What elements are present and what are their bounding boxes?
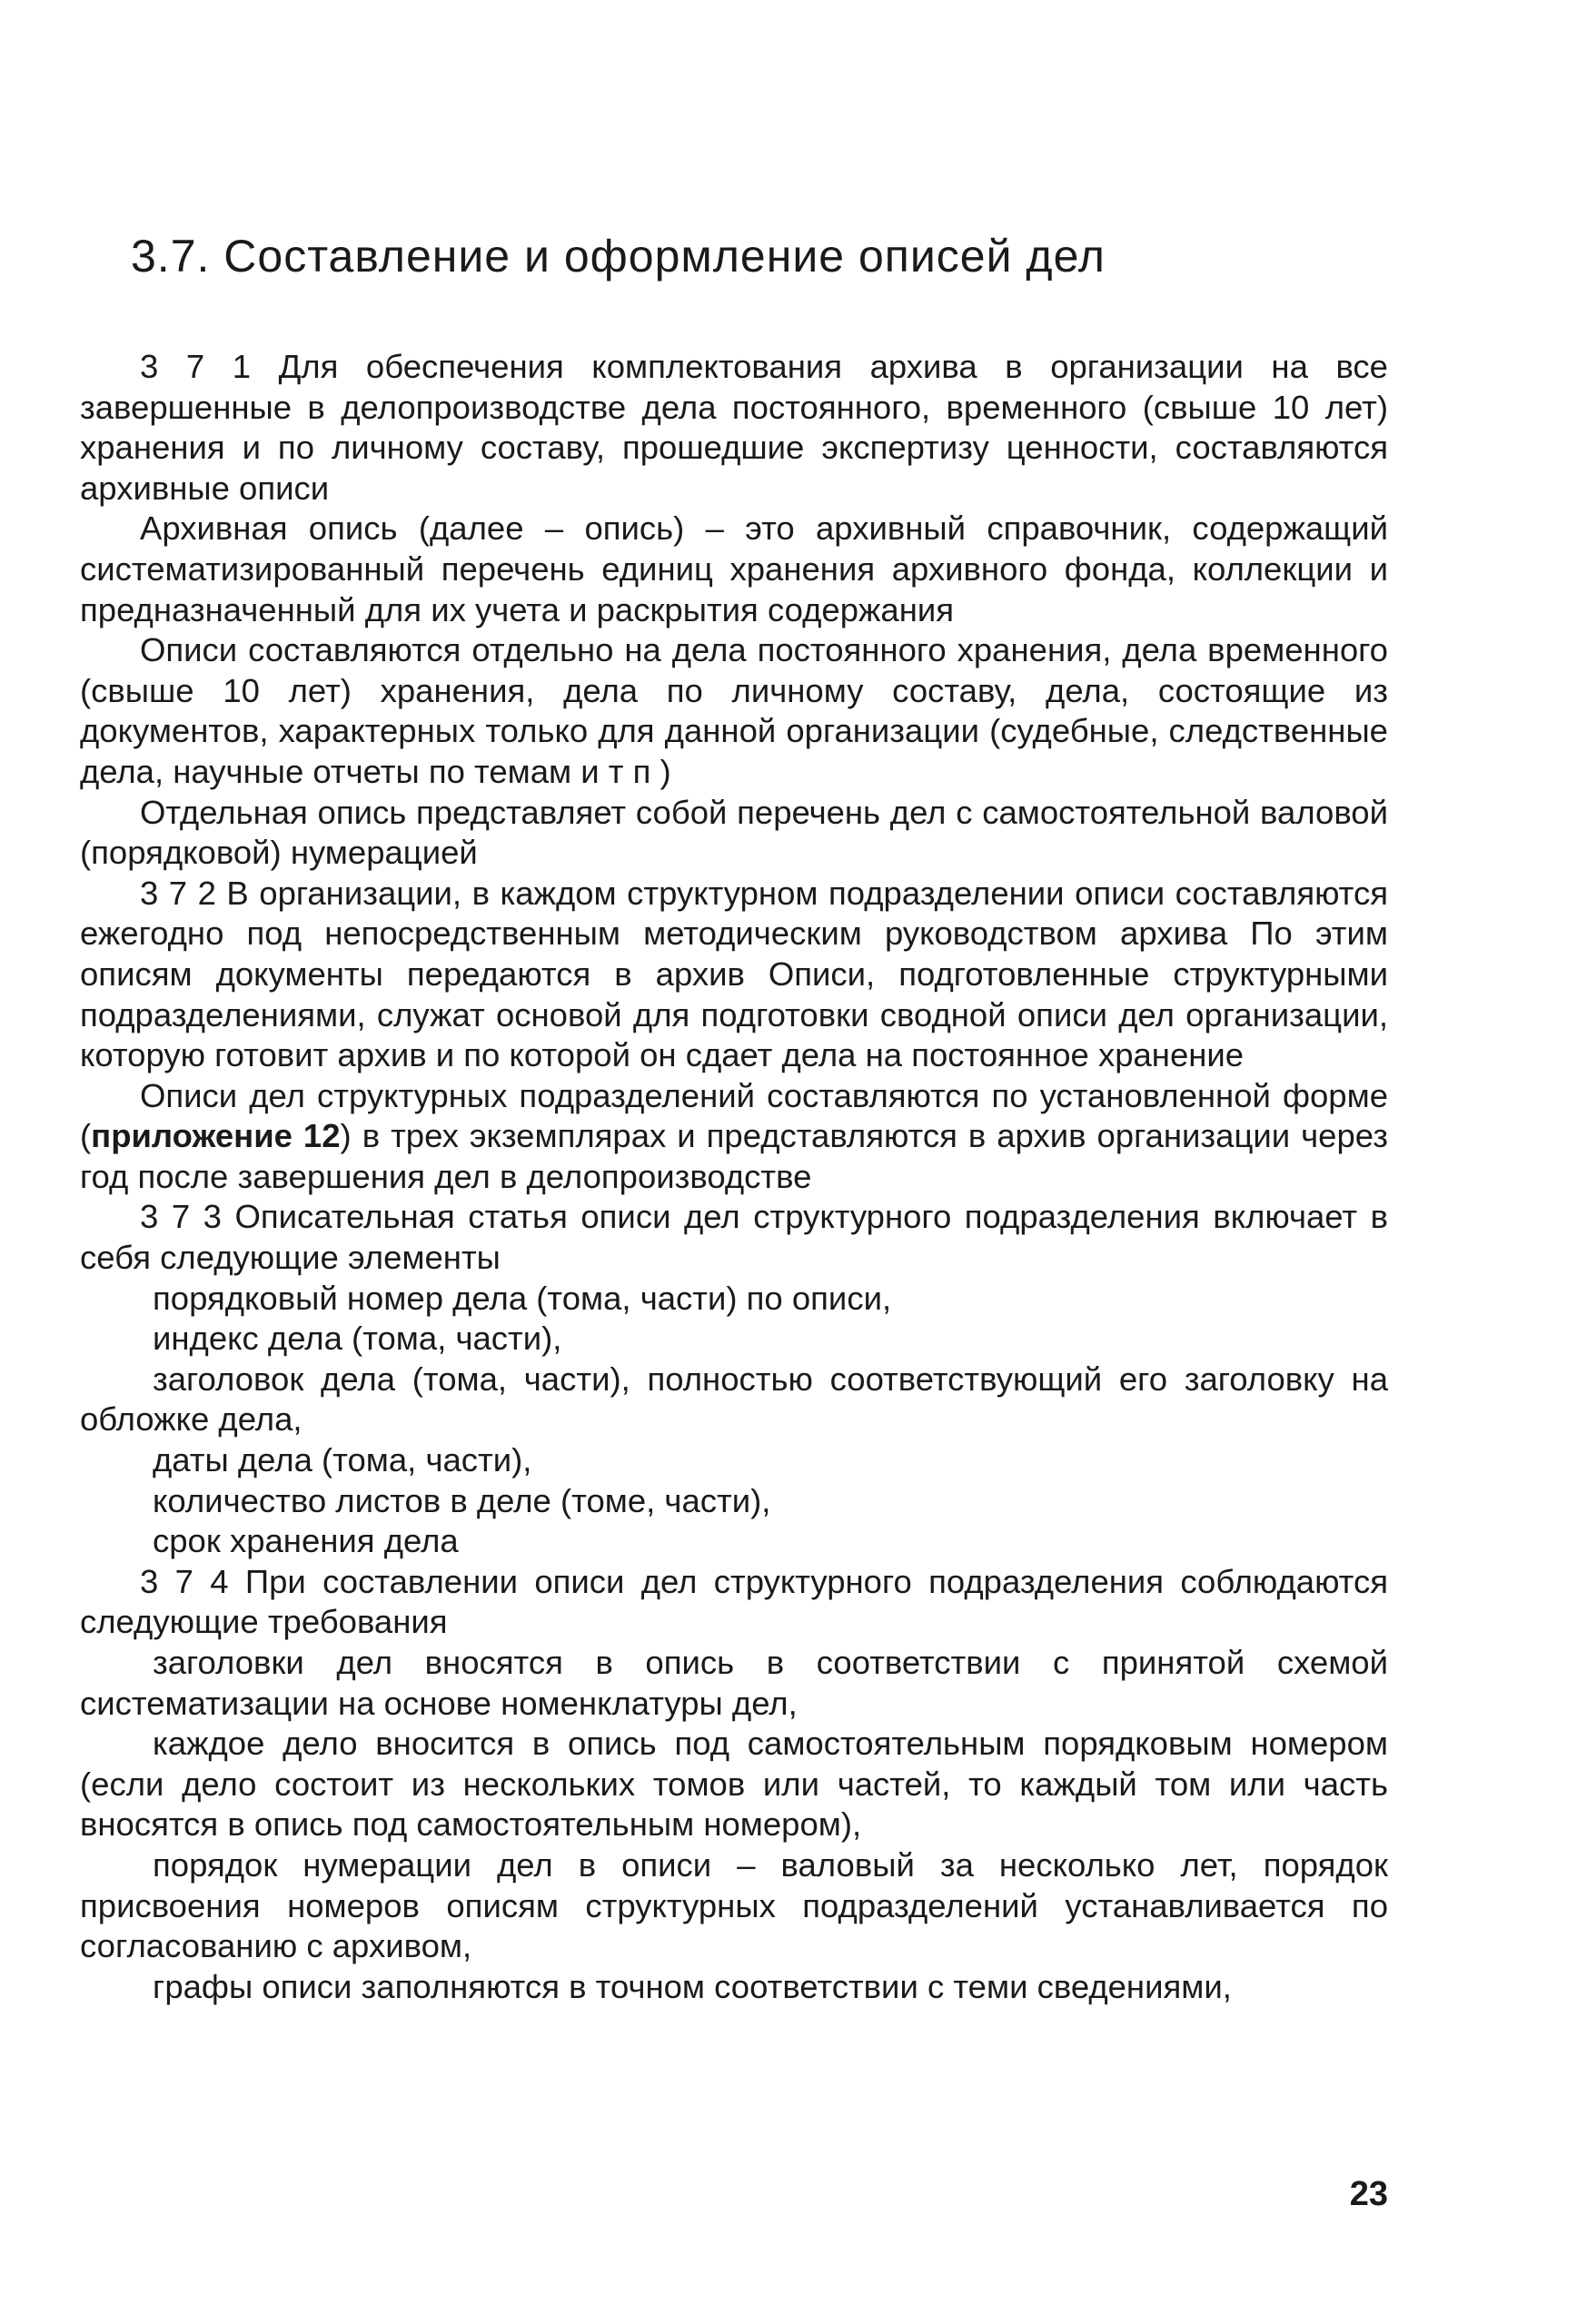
element-item: срок хранения дела [153,1522,459,1560]
paragraph-form-before: Описи дел структурных подразделений составляются по установленной форме ( [80,1076,1388,1155]
appendix-reference: приложение 12 [91,1117,341,1155]
paragraph-definition: Архивная опись (далее – опись) – это архивный справочник, содержащий систематизированный перечень единиц хранения архивного фонда, коллекции и предназначенный для их учета и раскрытия содержания [80,509,1388,628]
requirement-item: заголовки дел вносятся в опись в соответствии с принятой схемой систематизации на основе номенклатуры дел, [80,1644,1388,1722]
paragraph-form [80,1076,1388,1198]
element-item: заголовок дела (тома, части), полностью соответствующий его заголовку на обложке дела, [80,1360,1388,1439]
requirement-item: порядок нумерации дел в описи – валовый за несколько лет, порядок присвоения номеров описям структурных подразделений устанавливается по согласованию с архивом, [80,1845,1388,1965]
element-item: индекс дела (тома, части), [153,1320,562,1358]
document-page [80,232,1388,2007]
paragraph-separate-inventories: Описи составляются отдельно на дела постоянного хранения, дела временного (свыше 10 лет) хранения, дела по личному составу, дела, состоящие из документов, характерных только для данной организации (судебные, следственные дела, научные отчеты по темам и т п ) [80,631,1388,790]
requirement-item: каждое дело вносится в опись под самостоятельным порядковым номером (если дело состоит из нескольких томов или частей, то каждый том или часть вносятся в опись под самостоятельным номером), [80,1725,1388,1844]
element-item: даты дела (тома, части), [153,1441,532,1479]
paragraph-3-7-4: 3 7 4 При составлении описи дел структурного подразделения соблюдаются следующие требования [80,1562,1388,1641]
paragraph-separate-inventory: Отдельная опись представляет собой перечень дел с самостоятельной валовой (порядковой) нумерацией [80,793,1388,872]
requirement-item: графы описи заполняются в точном соответствии с теми сведениями, [153,1967,1232,2005]
element-item: порядковый номер дела (тома, части) по описи, [153,1279,892,1317]
paragraph-form-after: ) в трех экземплярах и представляются в архив организации через год после завершения дел в делопроизводстве [80,1117,1388,1195]
body-text [80,347,1388,2007]
paragraph-3-7-2: 3 7 2 В организации, в каждом структурном подразделении описи составляются ежегодно под непосредственным методическим руководством архива По этим описям документы передаются в архив Описи, подготовленные структурными подразделениями, служат основой для подготовки сводной описи дел организации, которую готовит архив и по которой он сдает дела на постоянное хранение [80,874,1388,1074]
paragraph-3-7-3: 3 7 3 Описательная статья описи дел структурного подразделения включает в себя следующие элементы [80,1198,1388,1277]
element-item: количество листов в деле (томе, части), [153,1481,771,1519]
paragraph-3-7-1: 3 7 1 Для обеспечения комплектования архива в организации на все завершенные в делопроизводстве дела постоянного, временного (свыше 10 лет) хранения и по личному составу, прошедшие экспертизу ценности, составляются архивные описи [80,348,1388,507]
section-heading: 3.7. Составление и оформление описей дел [131,231,1106,282]
page-number: 23 [1349,2175,1388,2213]
